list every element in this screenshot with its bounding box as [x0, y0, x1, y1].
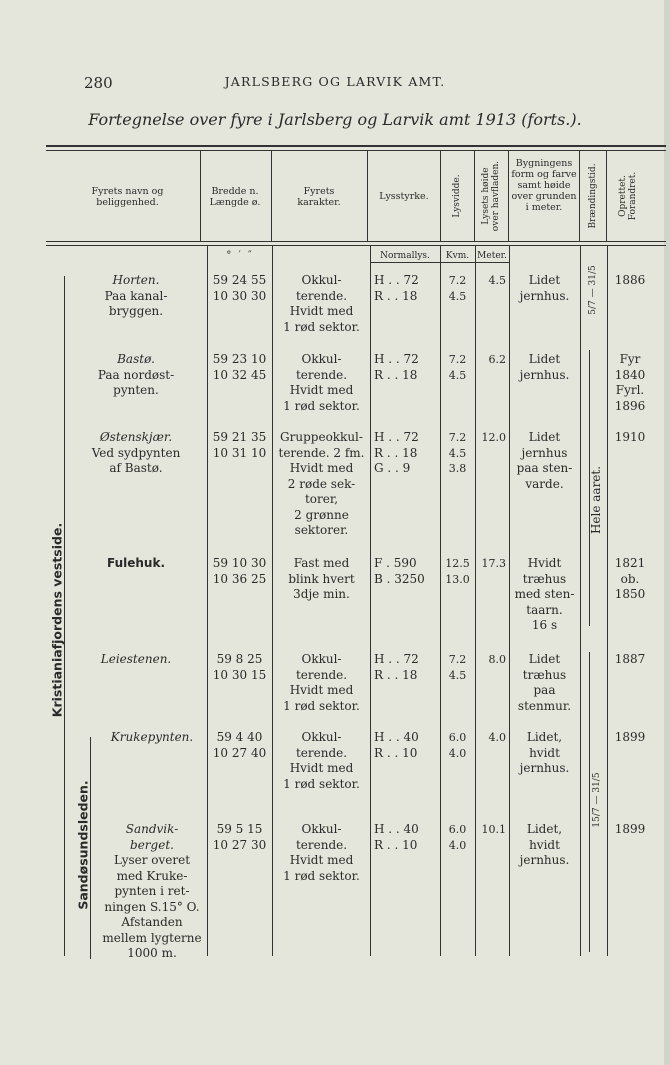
- established-line: Fyrl.: [615, 383, 645, 397]
- coords-line: 59 21 35: [212, 430, 267, 444]
- character-line: torer,: [304, 492, 339, 506]
- cell-intensity: [374, 822, 440, 853]
- cell-character: [273, 352, 370, 414]
- season-bracket-period-2: [583, 652, 590, 952]
- character-line: 2 grønne: [294, 507, 349, 522]
- character-line: Gruppeokkul-: [280, 430, 363, 444]
- bsep-intensity: [370, 246, 371, 956]
- building-line: taarn.: [526, 602, 563, 617]
- character-line: Okkul-: [301, 352, 342, 366]
- building-line: paa sten-: [516, 461, 573, 475]
- building-line: jernhus.: [519, 853, 570, 867]
- building-line: Hvidt: [527, 556, 562, 570]
- established-line: 1886: [614, 273, 646, 287]
- hsep-5: [474, 150, 475, 242]
- building-line: hvidt: [529, 837, 560, 852]
- building-line: jernhus.: [519, 761, 570, 775]
- character-line: Hvidt med: [289, 304, 354, 318]
- cell-height: 10.1: [481, 823, 506, 836]
- intensity-line: R . . 18: [374, 445, 418, 460]
- character-line: Hvidt med: [289, 383, 354, 397]
- intensity-line: H . . 72: [374, 273, 419, 287]
- cell-character: [273, 430, 370, 539]
- unit-range: Kvm.: [445, 251, 470, 261]
- location-line: pynten.: [113, 383, 159, 397]
- character-line: 2 røde sek-: [287, 476, 356, 491]
- col-header-season: Brændingstid.: [588, 163, 598, 229]
- season-label-period-1: 5/7 — 31/5: [588, 265, 598, 315]
- building-line: Lidet: [528, 430, 561, 444]
- established-line: 1840: [614, 367, 646, 382]
- hsep-4: [440, 150, 441, 242]
- range-line: 4.0: [448, 838, 467, 852]
- cell-name: [97, 822, 207, 962]
- lighthouse-name: Fulehuk.: [106, 556, 166, 570]
- coords-line: 59 5 15: [216, 822, 263, 836]
- range-line: 4.5: [448, 446, 467, 460]
- cell-building: [509, 273, 580, 304]
- intensity-line: G . . 9: [374, 461, 411, 475]
- cell-height: 4.0: [488, 731, 506, 744]
- range-line: 6.0: [448, 823, 467, 836]
- hsep-1: [200, 150, 201, 242]
- unit-intensity: Normallys.: [380, 251, 430, 261]
- established-line: ob.: [620, 571, 640, 586]
- rule-top-thin: [46, 150, 666, 151]
- character-line: Fast med: [293, 556, 350, 570]
- cell-character: [273, 556, 370, 603]
- rule-top-thick: [46, 145, 666, 147]
- building-line: stenmur.: [517, 698, 572, 713]
- cell-established: [607, 352, 653, 414]
- cell-coords: [207, 430, 272, 461]
- cell-established: [607, 430, 653, 446]
- cell-name: [97, 730, 207, 746]
- cell-height: 4.5: [488, 274, 506, 287]
- cell-building: [509, 352, 580, 383]
- character-line: 1 rød sektor.: [283, 776, 360, 791]
- location-line: Lyser overet: [113, 853, 191, 867]
- coords-line: 10 36 25: [212, 571, 267, 586]
- established-line: 1850: [614, 587, 646, 601]
- hsep-2: [271, 150, 272, 242]
- location-line: ningen S.15° O.: [104, 899, 200, 914]
- range-line: 4.5: [448, 668, 467, 682]
- intensity-line: R . . 18: [374, 288, 418, 303]
- character-line: Okkul-: [301, 652, 342, 666]
- hsep-6: [508, 150, 509, 242]
- building-line: Lidet,: [526, 730, 563, 744]
- bsep-season: [580, 246, 581, 956]
- location-line: bryggen.: [108, 304, 164, 318]
- group-label-outer: Kristianiafjordens vestside.: [49, 522, 65, 718]
- location-line: Paa nordøst-: [97, 367, 175, 382]
- cell-intensity: [374, 430, 440, 477]
- cell-character: [273, 822, 370, 884]
- range-line: 4.5: [448, 289, 467, 303]
- location-line: 1000 m.: [127, 946, 177, 960]
- character-line: Okkul-: [301, 730, 342, 744]
- cell-building: [509, 652, 580, 714]
- coords-line: 10 31 10: [212, 445, 267, 460]
- coords-line: 10 27 30: [212, 837, 267, 852]
- character-line: Hvidt med: [289, 853, 354, 867]
- cell-range: [440, 430, 475, 477]
- intensity-line: B . 3250: [374, 571, 425, 586]
- character-line: sektorer.: [294, 523, 349, 537]
- cell-established: [607, 273, 653, 289]
- col-header-building: Bygningens form og farve samt høide over grunden i meter.: [511, 158, 577, 213]
- cell-coords: [207, 730, 272, 761]
- cell-name: [72, 430, 200, 477]
- season-label-all-year: Hele aaret.: [589, 465, 603, 535]
- col-header-coords: Bredde n. Længde ø.: [209, 186, 261, 208]
- coords-line: 10 30 30: [212, 288, 267, 303]
- established-line: 1910: [614, 430, 646, 444]
- building-line: jernhus.: [519, 288, 570, 303]
- building-line: træhus: [522, 571, 567, 586]
- building-line: 16 s: [531, 618, 558, 632]
- established-line: 1899: [614, 730, 646, 744]
- intensity-line: R . . 10: [374, 745, 418, 760]
- page-edge-shadow: [664, 0, 670, 1065]
- character-line: Hvidt med: [289, 683, 354, 697]
- character-line: terende.: [295, 745, 348, 760]
- group-label-inner: Sandøsundsleden.: [75, 780, 91, 910]
- building-line: træhus: [522, 667, 567, 682]
- character-line: terende.: [295, 367, 348, 382]
- coords-line: 10 30 15: [212, 667, 267, 682]
- range-line: 4.5: [448, 368, 467, 382]
- character-line: 1 rød sektor.: [283, 398, 360, 413]
- intensity-line: R . . 18: [374, 367, 418, 382]
- character-line: 1 rød sektor.: [283, 698, 360, 713]
- range-line: 12.5: [445, 557, 470, 570]
- hsep-7: [579, 150, 580, 242]
- cell-building: [509, 730, 580, 777]
- running-title: JARLSBERG OG LARVIK AMT.: [224, 74, 446, 89]
- cell-height: 8.0: [488, 653, 506, 666]
- cell-coords: [207, 652, 272, 683]
- col-header-established: Oprettet. Forandret.: [618, 171, 638, 221]
- location-line: Ved sydpynten: [91, 445, 181, 460]
- character-line: terende. 2 fm.: [278, 445, 365, 460]
- cell-height: 12.0: [481, 431, 506, 444]
- cell-coords: [207, 556, 272, 587]
- cell-character: [273, 652, 370, 714]
- table-title: Fortegnelse over fyre i Jarlsberg og Larvik amt 1913 (forts.).: [88, 110, 582, 129]
- col-header-character: Fyrets karakter.: [297, 186, 341, 208]
- cell-range: [440, 822, 475, 853]
- coords-line: 59 23 10: [212, 352, 267, 366]
- range-line: 4.0: [448, 746, 467, 760]
- character-line: 3dje min.: [293, 587, 350, 601]
- location-line: berget.: [130, 837, 174, 852]
- cell-established: [607, 556, 653, 603]
- rule-header-bottom: [46, 241, 666, 242]
- cell-name: [72, 352, 200, 399]
- cell-height: 6.2: [488, 353, 506, 366]
- character-line: 1 rød sektor.: [283, 868, 360, 883]
- page-header: [0, 74, 670, 94]
- intensity-line: H . . 72: [374, 430, 419, 444]
- col-header-height: Lysets høide over havfladen.: [481, 160, 501, 232]
- range-line: 3.8: [448, 462, 467, 475]
- coords-line: 59 4 40: [216, 730, 263, 744]
- location-line: med Kruke-: [116, 868, 188, 883]
- cell-name: [72, 556, 200, 572]
- character-line: Hvidt med: [289, 761, 354, 775]
- intensity-line: R . . 18: [374, 667, 418, 682]
- cell-height: 17.3: [481, 557, 506, 570]
- character-line: terende.: [295, 288, 348, 303]
- established-line: 1899: [614, 822, 646, 836]
- cell-established: [607, 730, 653, 746]
- cell-intensity: [374, 652, 440, 683]
- location-line: mellem lygterne: [102, 930, 202, 945]
- unit-coords: ° ′ ″: [226, 250, 254, 261]
- col-header-range: Lysvidde.: [452, 174, 462, 218]
- cell-established: [607, 822, 653, 838]
- cell-range: [440, 273, 475, 304]
- established-line: 1896: [614, 398, 646, 413]
- intensity-line: H . . 72: [374, 652, 419, 666]
- cell-building: [509, 822, 580, 869]
- location-line: pynten i ret-: [114, 884, 190, 898]
- intensity-line: H . . 72: [374, 352, 419, 366]
- range-line: 6.0: [448, 731, 467, 744]
- cell-coords: [207, 352, 272, 383]
- cell-name: [72, 273, 200, 320]
- building-line: jernhus: [521, 445, 568, 460]
- cell-coords: [207, 273, 272, 304]
- cell-range: [440, 352, 475, 383]
- character-line: Okkul-: [301, 822, 342, 836]
- character-line: terende.: [295, 837, 348, 852]
- col-header-name: Fyrets navn og beliggenhed.: [91, 186, 164, 208]
- range-line: 7.2: [448, 353, 467, 366]
- intensity-line: H . . 40: [374, 822, 419, 836]
- cell-range: [440, 556, 475, 587]
- range-line: 7.2: [448, 431, 467, 444]
- cell-coords: [207, 822, 272, 853]
- range-line: 13.0: [445, 572, 470, 586]
- cell-character: [273, 730, 370, 792]
- coords-line: 10 32 45: [212, 367, 267, 382]
- cell-building: [509, 430, 580, 492]
- building-line: Lidet,: [526, 822, 563, 836]
- established-line: Fyr: [619, 352, 641, 366]
- coords-line: 59 8 25: [216, 652, 263, 666]
- location-line: af Bastø.: [109, 461, 163, 475]
- cell-building: [509, 556, 580, 634]
- intensity-line: H . . 40: [374, 730, 419, 744]
- cell-intensity: [374, 730, 440, 761]
- building-line: hvidt: [529, 745, 560, 760]
- character-line: blink hvert: [288, 571, 355, 586]
- character-line: Hvidt med: [289, 461, 354, 475]
- location-line: Paa kanal-: [104, 288, 168, 303]
- cell-intensity: [374, 556, 440, 587]
- building-line: Lidet: [528, 273, 561, 287]
- cell-range: [440, 730, 475, 761]
- intensity-line: R . . 10: [374, 837, 418, 852]
- lighthouse-name: Krukepynten.: [110, 730, 194, 744]
- range-line: 7.2: [448, 653, 467, 666]
- lighthouse-name: Bastø.: [117, 352, 155, 366]
- building-line: paa: [533, 683, 556, 697]
- lighthouse-name: Leiestenen.: [100, 652, 172, 666]
- cell-intensity: [374, 273, 440, 304]
- page-number: 280: [84, 74, 113, 92]
- col-header-intensity: Lysstyrke.: [379, 191, 429, 202]
- established-line: 1821: [614, 556, 646, 570]
- group-bracket-outer: [64, 276, 71, 956]
- cell-established: [607, 652, 653, 668]
- building-line: Lidet: [528, 352, 561, 366]
- building-line: Lidet: [528, 652, 561, 666]
- rule-header-bottom-2: [46, 245, 666, 246]
- hsep-8: [606, 150, 607, 242]
- building-line: jernhus.: [519, 367, 570, 382]
- character-line: terende.: [295, 667, 348, 682]
- lighthouse-name: Horten.: [112, 273, 160, 287]
- group-bracket-inner: [90, 737, 96, 959]
- coords-line: 59 24 55: [212, 273, 267, 287]
- lighthouse-name: Sandvik-: [125, 822, 179, 836]
- character-line: Okkul-: [301, 273, 342, 287]
- building-line: varde.: [525, 476, 564, 491]
- season-label-period-2: 15/7 — 31/5: [592, 772, 602, 828]
- coords-line: 10 27 40: [212, 745, 267, 760]
- cell-range: [440, 652, 475, 683]
- coords-line: 59 10 30: [212, 556, 267, 570]
- character-line: 1 rød sektor.: [283, 319, 360, 334]
- building-line: med sten-: [514, 587, 575, 601]
- cell-intensity: [374, 352, 440, 383]
- lighthouse-name: Østenskjær.: [99, 430, 173, 444]
- cell-character: [273, 273, 370, 335]
- cell-name: [72, 652, 200, 668]
- range-line: 7.2: [448, 274, 467, 287]
- location-line: Afstanden: [121, 915, 183, 929]
- intensity-line: F . 590: [374, 556, 417, 570]
- established-line: 1887: [614, 652, 646, 666]
- unit-height: Meter.: [477, 251, 507, 261]
